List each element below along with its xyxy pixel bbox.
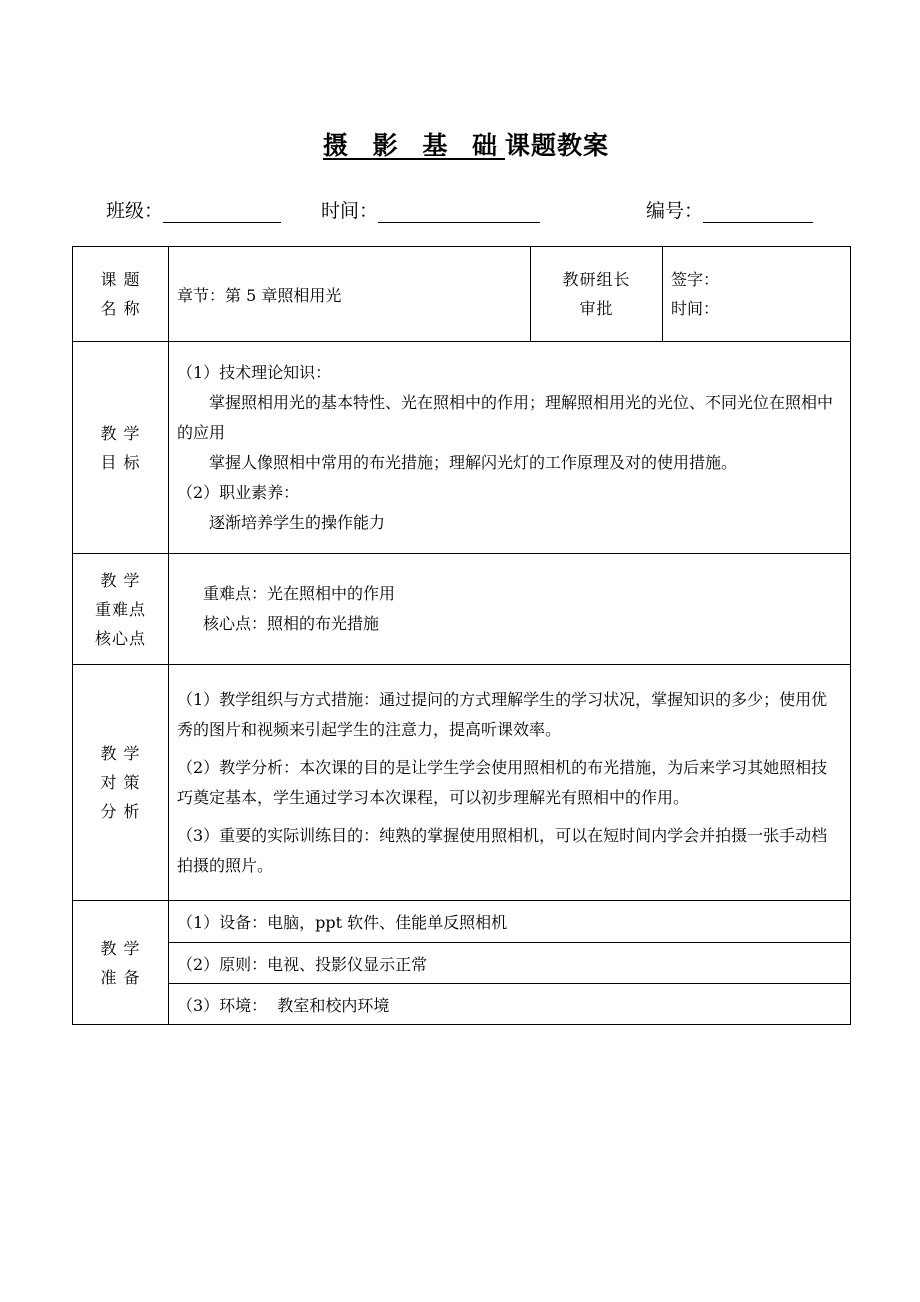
prep-equipment-text: （1）设备：电脑，ppt 软件、佳能单反照相机 — [177, 913, 508, 932]
topic-label-line2: 名 称 — [100, 299, 141, 318]
document-title — [0, 126, 920, 162]
prep-label — [73, 901, 169, 1025]
prep-label-line1: 教 学 — [100, 938, 141, 958]
key-label-line2: 重难点 — [94, 599, 146, 619]
sign-label: 签字： — [671, 270, 720, 289]
key-points-content — [169, 554, 851, 665]
goals-item-1: （1）技术理论知识： — [177, 362, 332, 382]
review-label — [531, 247, 663, 342]
strategy-label — [73, 665, 169, 901]
review-label-line2: 审批 — [579, 299, 614, 318]
strategy-item-2: （2）教学分析：本次课的目的是让学生学会使用照相机的布光措施，为后来学习其她照相技巧奠定基本，学生通过学习本次课程，可以初步理解光有照相中的作用。 — [177, 757, 828, 807]
key-label-line3: 核心点 — [94, 628, 146, 648]
goals-item-4: （2）职业素养： — [177, 482, 300, 502]
class-field — [106, 196, 281, 223]
goals-label-line1: 教 学 — [100, 423, 141, 443]
strategy-content — [169, 665, 851, 901]
goals-item-2: 掌握照相用光的基本特性、光在照相中的作用；理解照相用光的光位、不同光位在照相中的应用 — [177, 392, 834, 442]
goals-content — [169, 342, 851, 554]
prep-row-2 — [73, 943, 851, 984]
time-blank[interactable] — [378, 204, 540, 223]
prep-label-line2: 准 备 — [100, 967, 141, 987]
chapter-cell — [169, 247, 531, 342]
strategy-label-line3: 分 析 — [100, 802, 141, 821]
difficult-point: 重难点：光在照相中的作用 — [203, 584, 396, 603]
title-suffix: 课题教案 — [505, 131, 610, 160]
sign-cell — [663, 247, 851, 342]
sign-time-label: 时间： — [671, 299, 720, 318]
goals-label — [73, 342, 169, 554]
goals-item-3: 掌握人像照相中常用的布光措施；理解闪光灯的工作原理及对的使用措施。 — [209, 452, 738, 472]
strategy-row — [73, 665, 851, 901]
strategy-item-3: （3）重要的实际训练目的：纯熟的掌握使用照相机，可以在短时间内学会并拍摄一张手动档拍摄的照片。 — [177, 825, 828, 875]
time-label: 时间： — [321, 200, 379, 222]
number-field — [646, 196, 813, 223]
topic-row — [73, 247, 851, 342]
class-blank[interactable] — [163, 204, 281, 223]
goals-item-5: 逐渐培养学生的操作能力 — [209, 512, 386, 532]
review-label-line1: 教研组长 — [562, 270, 631, 289]
number-blank[interactable] — [703, 204, 813, 223]
topic-label-line1: 课 题 — [100, 270, 141, 289]
prep-principle — [169, 943, 851, 984]
prep-row-1 — [73, 901, 851, 943]
lesson-plan-table — [72, 246, 851, 1025]
goals-label-line2: 目 标 — [100, 452, 141, 472]
course-name: 摄 影 基 础 — [322, 131, 506, 160]
time-field — [321, 196, 540, 223]
topic-label — [73, 247, 169, 342]
prep-row-3 — [73, 984, 851, 1025]
strategy-label-line2: 对 策 — [100, 773, 141, 792]
core-point: 核心点：照相的布光措施 — [203, 614, 380, 633]
chapter-text: 章节：第 5 章照相用光 — [177, 285, 342, 305]
prep-environment — [169, 984, 851, 1025]
prep-environment-text: （3）环境： 教室和校内环境 — [177, 995, 390, 1015]
strategy-item-1: （1）教学组织与方式措施：通过提问的方式理解学生的学习状况，掌握知识的多少；使用优秀的图片和视频来引起学生的注意力，提高听课效率。 — [177, 689, 828, 739]
key-points-row — [73, 554, 851, 665]
number-label: 编号： — [646, 200, 704, 222]
key-points-label — [73, 554, 169, 665]
prep-equipment — [169, 901, 851, 943]
prep-principle-text: （2）原则：电视、投影仪显示正常 — [177, 954, 428, 974]
strategy-label-line1: 教 学 — [100, 744, 141, 763]
key-label-line1: 教 学 — [100, 570, 141, 590]
goals-row — [73, 342, 851, 554]
class-label: 班级： — [106, 200, 164, 222]
